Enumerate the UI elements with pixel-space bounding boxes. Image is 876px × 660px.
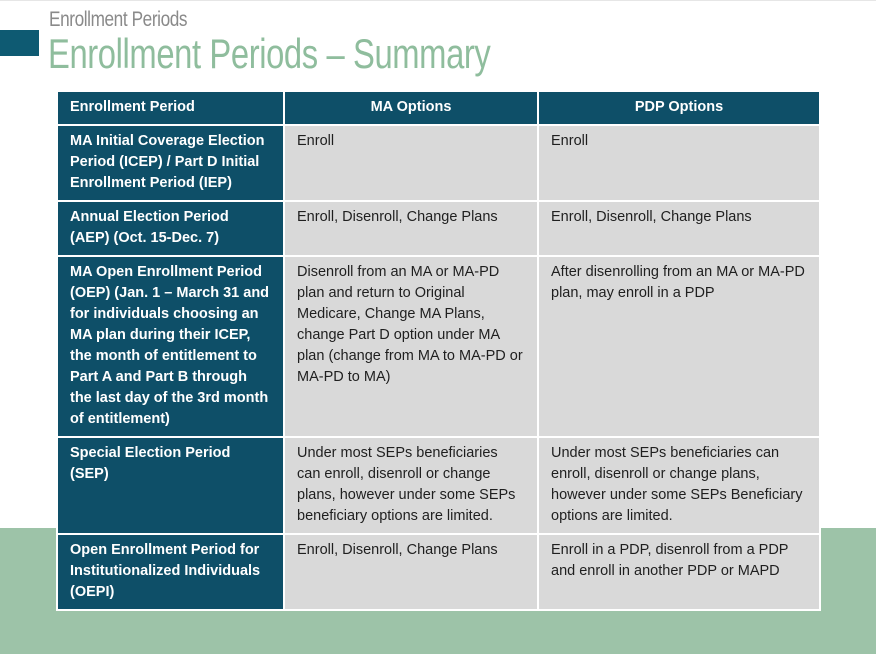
ma-option-cell: Enroll, Disenroll, Change Plans xyxy=(284,534,538,610)
ma-option-cell: Disenroll from an MA or MA-PD plan and return to Original Medicare, Change MA Plans, change Part D option under MA plan (change from MA to MA-PD or MA-PD to MA) xyxy=(284,256,538,437)
ma-option-cell: Under most SEPs beneficiaries can enroll, disenroll or change plans, however under some SEPs beneficiary options are limited. xyxy=(284,437,538,534)
table-header-row xyxy=(57,91,820,125)
table-row-oep xyxy=(57,256,820,437)
table-row-aep xyxy=(57,201,820,256)
slide-kicker: Enrollment Periods xyxy=(49,8,188,31)
pdp-option-cell: Enroll, Disenroll, Change Plans xyxy=(538,201,820,256)
table-row-sep xyxy=(57,437,820,534)
pdp-option-cell: Enroll xyxy=(538,125,820,201)
period-cell: Open Enrollment Period for Institutionalized Individuals (OEPI) xyxy=(57,534,284,610)
pdp-option-cell: Enroll in a PDP, disenroll from a PDP and enroll in another PDP or MAPD xyxy=(538,534,820,610)
header-ma-options: MA Options xyxy=(284,91,538,125)
table-row-oepi xyxy=(57,534,820,610)
period-cell: Special Election Period (SEP) xyxy=(57,437,284,534)
table-row-icep xyxy=(57,125,820,201)
period-cell: MA Initial Coverage Election Period (ICEP) / Part D Initial Enrollment Period (IEP) xyxy=(57,125,284,201)
ma-option-cell: Enroll xyxy=(284,125,538,201)
top-divider xyxy=(0,0,876,1)
period-cell: MA Open Enrollment Period (OEP) (Jan. 1 – March 31 and for individuals choosing an MA plan during their ICEP, the month of entitlement to Part A and Part B through the last day of the 3rd month of entitlement) xyxy=(57,256,284,437)
header-enrollment-period: Enrollment Period xyxy=(57,91,284,125)
bottom-edge xyxy=(0,654,876,660)
pdp-option-cell: Under most SEPs beneficiaries can enroll, disenroll or change plans, however under some SEPs Beneficiary options are limited. xyxy=(538,437,820,534)
pdp-option-cell: After disenrolling from an MA or MA-PD plan, may enroll in a PDP xyxy=(538,256,820,437)
title-accent-bar xyxy=(0,30,39,56)
ma-option-cell: Enroll, Disenroll, Change Plans xyxy=(284,201,538,256)
page-title: Enrollment Periods – Summary xyxy=(48,30,491,77)
enrollment-summary-table xyxy=(56,90,821,611)
header-pdp-options: PDP Options xyxy=(538,91,820,125)
period-cell: Annual Election Period (AEP) (Oct. 15-Dec. 7) xyxy=(57,201,284,256)
